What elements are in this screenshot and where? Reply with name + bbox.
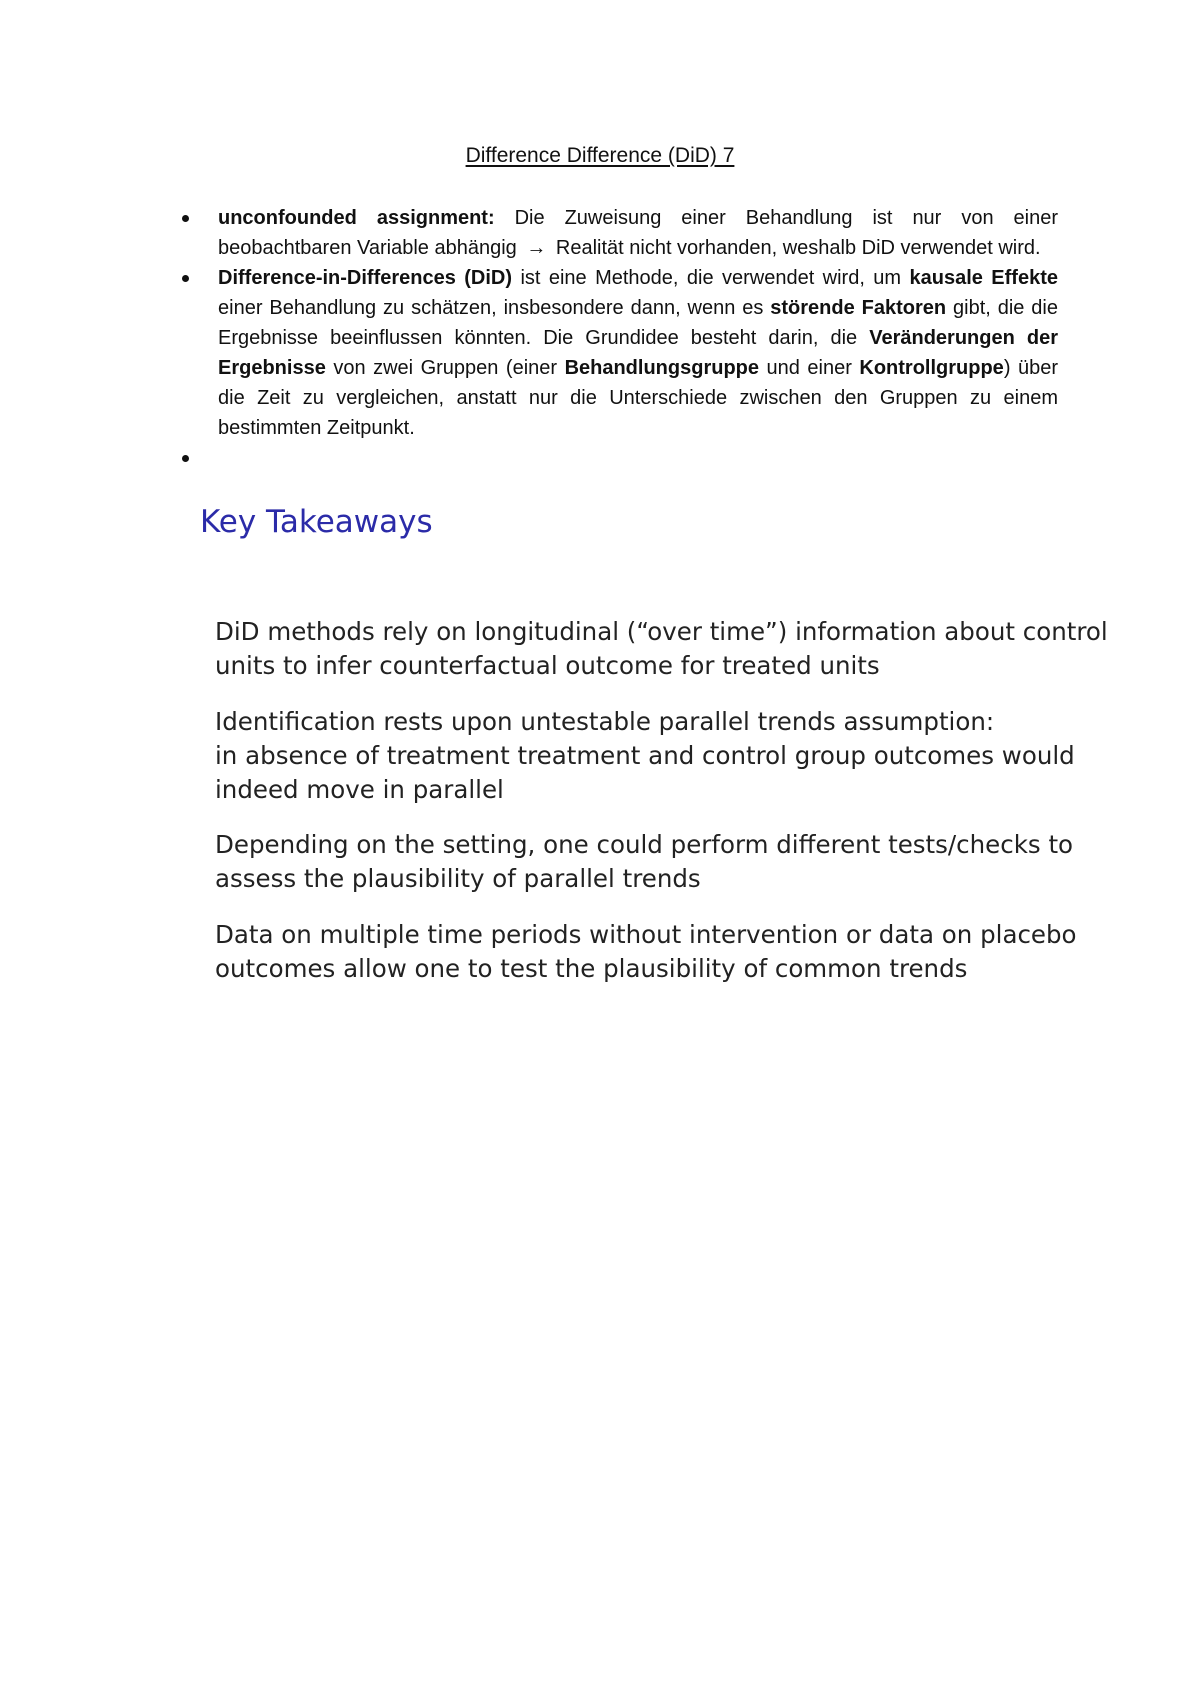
- list-item: [178, 263, 1058, 443]
- term-did: Difference-in-Differences (DiD): [218, 267, 513, 289]
- document-title: Difference Difference (DiD) 7: [465, 144, 735, 167]
- bullet-text: ist eine Methode, die verwendet wird, um: [512, 267, 910, 289]
- list-item: [178, 443, 1058, 473]
- bullet-text: Realität nicht vorhanden, weshalb DiD verwendet wird.: [550, 237, 1041, 259]
- term-kausale-effekte: kausale Effekte: [909, 267, 1058, 289]
- term-stoerende-faktoren: störende Faktoren: [770, 297, 947, 319]
- embedded-slide-image: [200, 502, 1108, 983]
- takeaway-paragraph: [215, 705, 1115, 807]
- term-behandlungsgruppe: Behandlungsgruppe: [564, 357, 760, 379]
- takeaway-paragraph: [215, 615, 1115, 683]
- term-unconfounded-assignment: unconfounded assignment:: [218, 207, 495, 229]
- bullet-icon: [182, 275, 189, 282]
- bullet-icon: [182, 455, 189, 462]
- takeaway-paragraph: [215, 918, 1115, 986]
- takeaway-line: indeed move in parallel: [215, 775, 504, 804]
- takeaway-line: units to infer counterfactual outcome for treated units: [215, 651, 880, 680]
- takeaway-line: Identification rests upon untestable parallel trends assumption:: [215, 707, 995, 736]
- bullet-text: und einer: [759, 357, 860, 379]
- bullet-text: von zwei Gruppen (einer: [325, 357, 565, 379]
- bullet-text: Die Zuweisung einer Behandlung ist nur von einer beobachtbaren Variable abhängig: [218, 207, 1059, 259]
- takeaway-paragraph: [215, 828, 1115, 896]
- takeaway-line: Data on multiple time periods without intervention or data on placebo: [215, 920, 1077, 949]
- bullet-text: gibt, die die Ergebnisse beeinflussen könnten. Die Grundidee besteht darin, die: [218, 297, 1059, 349]
- arrow-right-icon: →: [526, 237, 547, 259]
- bullet-list: [178, 203, 1058, 473]
- bullet-text: ) über die Zeit zu vergleichen, anstatt nur die Unterschiede zwischen den Gruppen zu einem bestimmten Zeitpunkt.: [218, 357, 1059, 439]
- takeaway-line: outcomes allow one to test the plausibility of common trends: [215, 954, 968, 983]
- takeaway-line: in absence of treatment treatment and control group outcomes would: [215, 741, 1075, 770]
- takeaway-line: assess the plausibility of parallel trends: [215, 864, 701, 893]
- list-item: [178, 203, 1058, 263]
- term-veraenderungen: Veränderungen der Ergebnisse: [218, 327, 1059, 379]
- bullet-text: einer Behandlung zu schätzen, insbesondere dann, wenn es: [218, 297, 771, 319]
- term-kontrollgruppe: Kontrollgruppe: [859, 357, 1004, 379]
- slide-title: Key Takeaways: [200, 504, 433, 540]
- takeaway-line: Depending on the setting, one could perform different tests/checks to: [215, 830, 1074, 859]
- bullet-icon: [182, 215, 189, 222]
- takeaway-line: DiD methods rely on longitudinal (“over time”) information about control: [215, 617, 1108, 646]
